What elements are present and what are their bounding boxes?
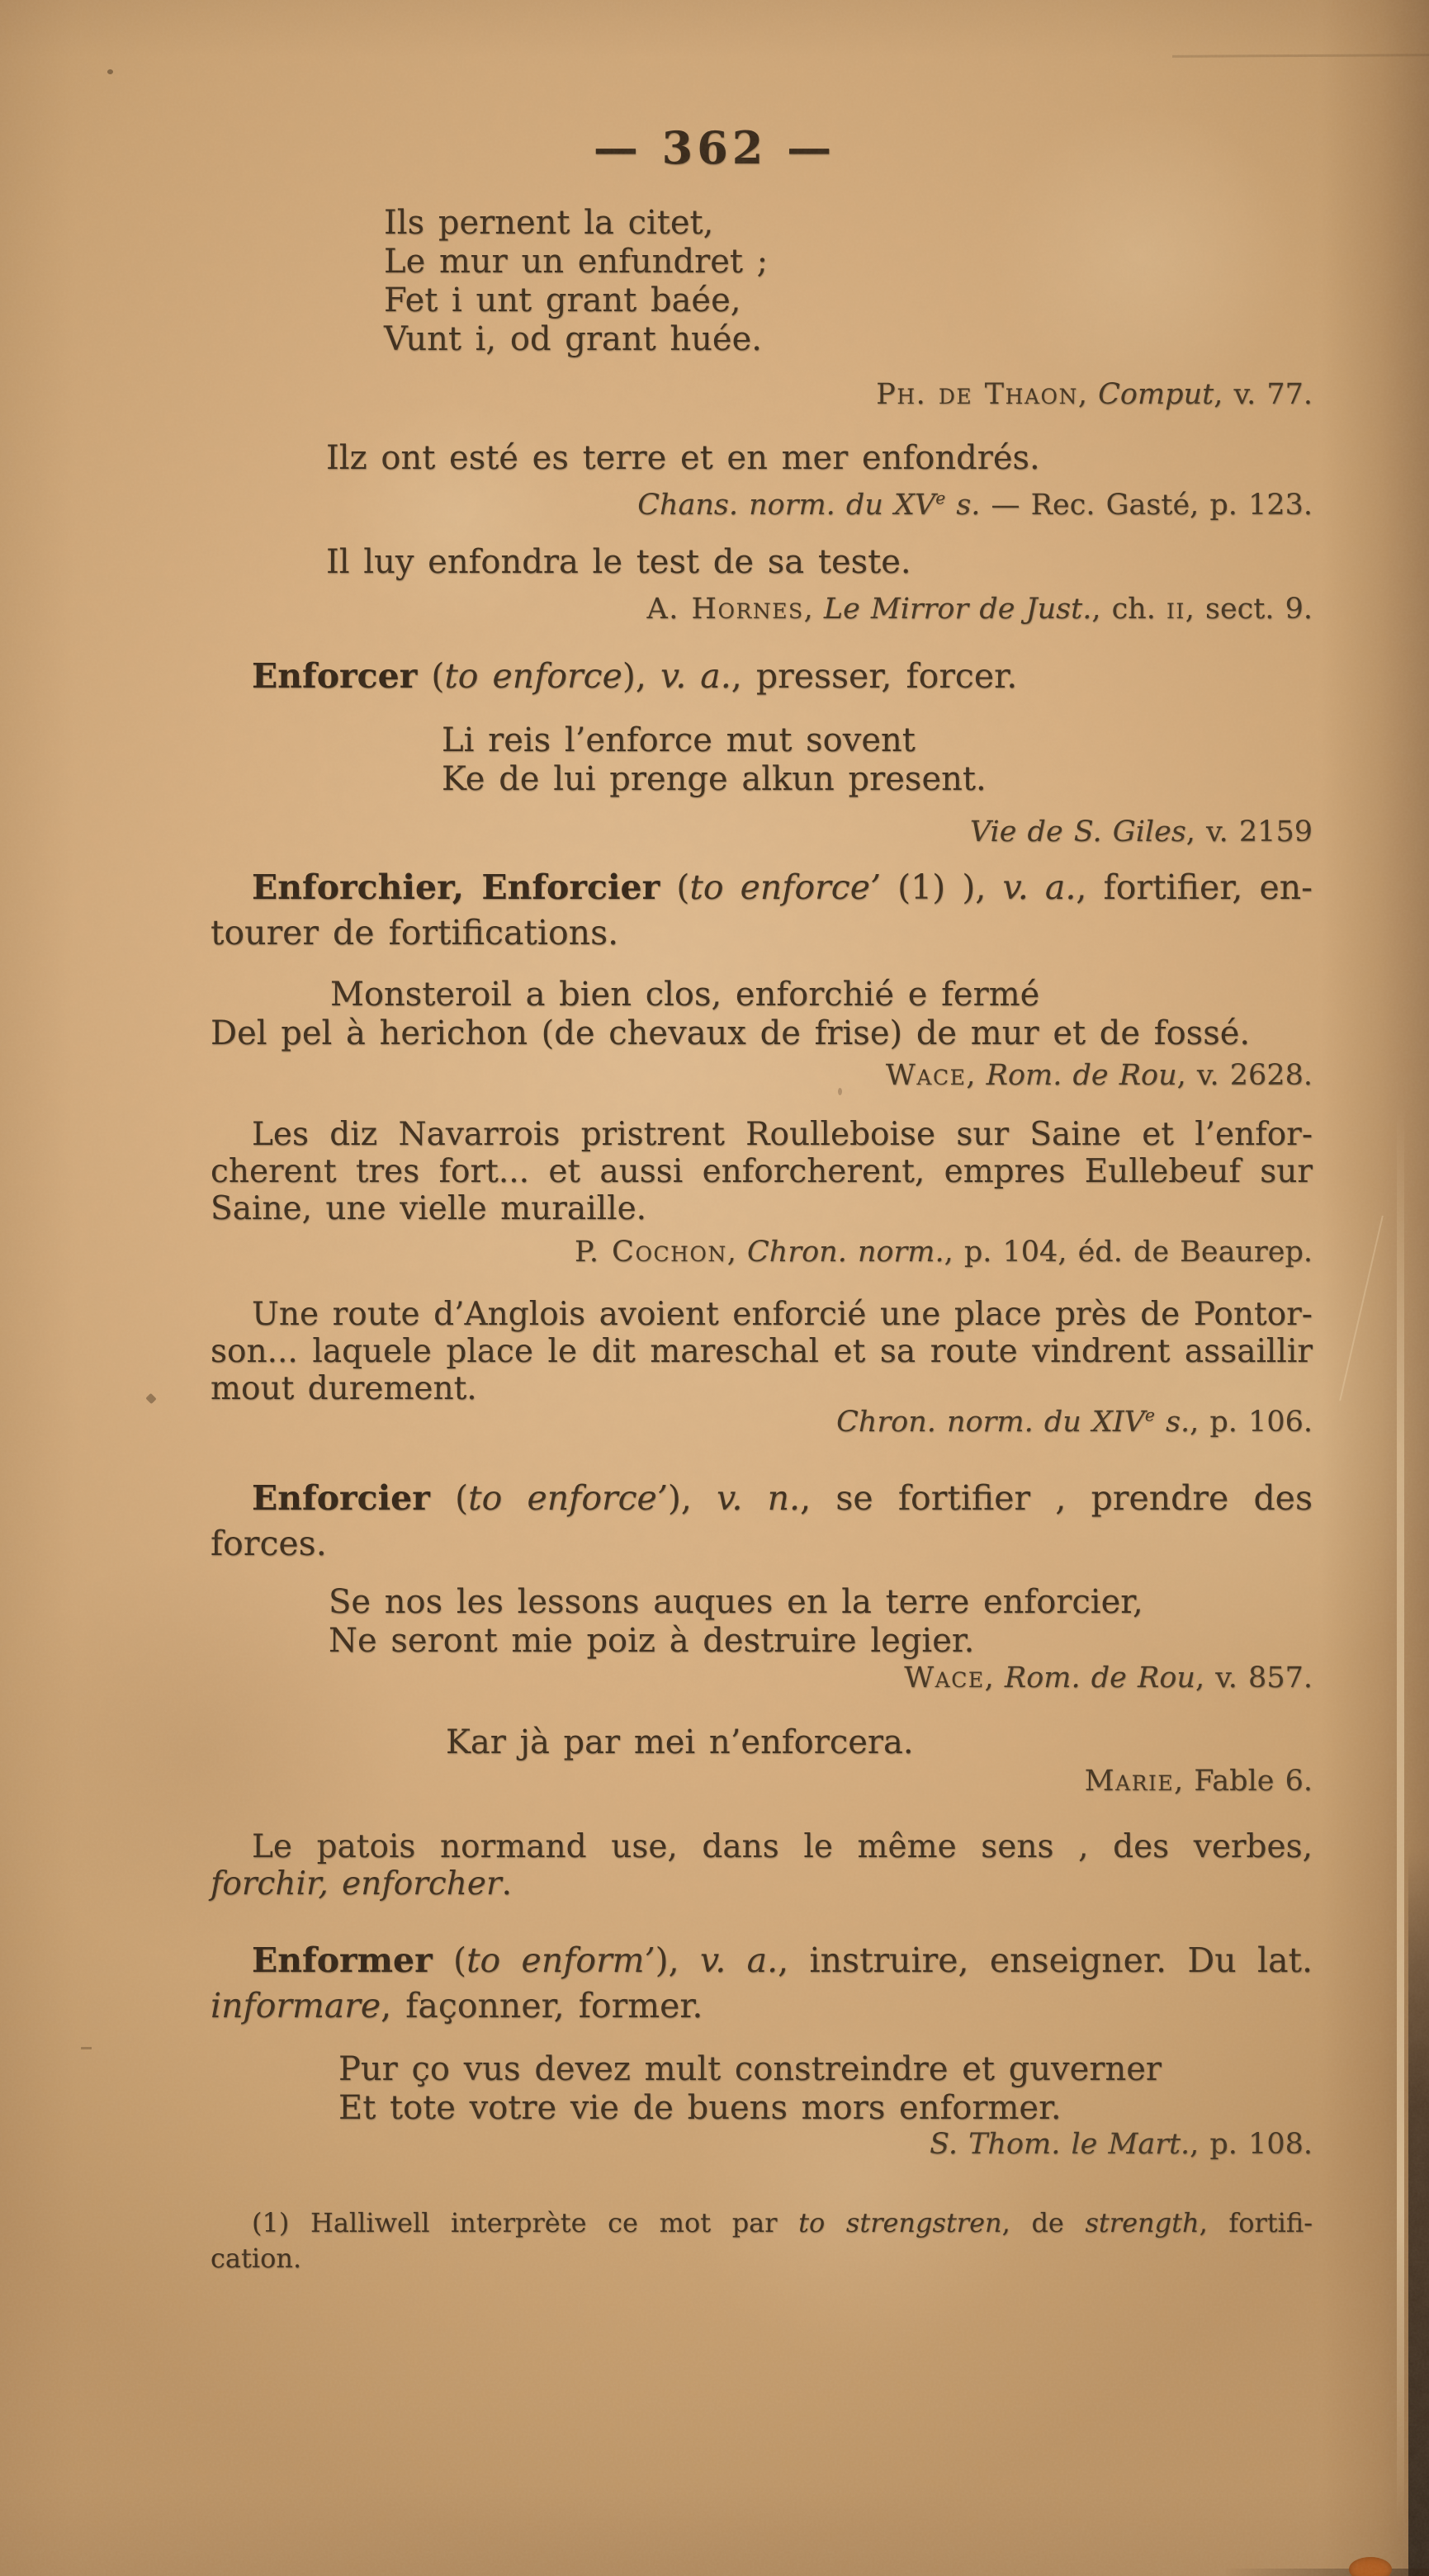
text-segment: Le mur un enfundret ;	[384, 243, 769, 281]
text-segment: Chron. norm.	[747, 1236, 944, 1269]
text-segment: Li reis l’enforce mut sovent	[442, 721, 916, 759]
text-segment: , fortifi-	[1199, 2207, 1313, 2238]
text-segment: — Rec. Gasté, p. 123.	[980, 489, 1313, 522]
text-segment: Vunt i, od grant huée.	[384, 320, 762, 358]
text-segment: , sect. 9.	[1185, 593, 1313, 626]
text-segment: Vie de S. Giles	[969, 815, 1186, 848]
citation-thaon	[211, 378, 1331, 411]
quote-anglois	[211, 1296, 1313, 1407]
text-segment: , v. 857.	[1195, 1661, 1313, 1694]
citation-wace-857	[211, 1661, 1327, 1694]
entry-enforcier	[211, 1476, 1313, 1567]
entry-enforcer	[211, 654, 1313, 699]
text-line	[211, 1521, 1313, 1567]
text-segment: cherent tres fort... et aussi enforcherent, empres Eullebeuf sur	[211, 1153, 1313, 1190]
verse-quote-rou-2628	[211, 976, 1313, 1053]
text-segment: Ne seront mie poiz à destruire legier.	[329, 1622, 975, 1660]
book-edge-dark-strip	[1408, 1849, 1429, 2576]
text-segment: Et tote votre vie de buens mors enformer.	[338, 2089, 1062, 2127]
text-segment: ,	[984, 1661, 1005, 1694]
citation-cochon	[211, 1236, 1334, 1269]
text-segment: (	[660, 867, 690, 907]
text-line	[211, 1190, 1313, 1227]
text-segment: to strengstren	[798, 2207, 1002, 2238]
text-segment: Chron. norm. du XIV	[836, 1406, 1145, 1439]
citation-hornes	[211, 593, 1347, 626]
text-segment: Le Mirror de Just.	[823, 593, 1092, 626]
scan-speck	[145, 1393, 156, 1404]
text-line	[252, 1296, 1313, 1333]
text-segment: (	[417, 656, 445, 696]
scan-speck	[81, 2047, 92, 2049]
text-line	[252, 1828, 1313, 1865]
entry-enformer	[211, 1938, 1313, 2029]
scan-scratch-diagonal	[1339, 1216, 1384, 1401]
text-segment: Ils pernent la citet,	[384, 204, 714, 242]
text-line	[211, 910, 1313, 956]
text-segment: (1) Halliwell interprète ce mot par	[252, 2207, 799, 2238]
text-segment: e	[1144, 1405, 1155, 1425]
text-segment: ,	[726, 1236, 748, 1269]
text-line	[211, 1153, 1313, 1190]
verse-quote-marie	[211, 1723, 1313, 1762]
text-line	[211, 1014, 1313, 1053]
text-line	[211, 1983, 1313, 2029]
text-segment: forchir, enforcher	[211, 1865, 502, 1902]
book-cover-stain	[1349, 2557, 1392, 2576]
verse-quote-giles	[211, 721, 1313, 799]
text-segment: to enforce	[444, 656, 622, 696]
text-line	[384, 320, 1313, 359]
text-line	[329, 1583, 1313, 1622]
text-segment: s.	[1154, 1406, 1190, 1439]
text-line	[211, 489, 1313, 522]
text-segment: , p. 108.	[1190, 2128, 1313, 2161]
citation-chron-xiv	[211, 1406, 1329, 1439]
text-segment: Il luy enfondra le test de sa teste.	[326, 543, 911, 581]
text-segment: Del pel à herichon (de chevaux de frise) de mur et de fossé.	[211, 1014, 1251, 1052]
text-segment: Le patois normand use, dans le même sens , des verbes,	[252, 1828, 1313, 1865]
text-line	[252, 1938, 1313, 1983]
text-segment: Les diz Navarrois pristrent Roulleboise sur Saine et l’enfor-	[252, 1116, 1313, 1153]
text-segment: , fortifier, en-	[1076, 867, 1313, 907]
text-line	[329, 1622, 1313, 1661]
text-segment: Enforchier, Enforcier	[252, 867, 660, 907]
citation-thom	[211, 2128, 1319, 2161]
quote-enfondra	[211, 543, 1313, 581]
text-segment: Enformer	[252, 1940, 433, 1980]
text-line	[338, 2089, 1313, 2128]
text-segment: informare	[211, 1986, 381, 2025]
text-line	[211, 1333, 1313, 1370]
text-segment: strength	[1085, 2207, 1200, 2238]
text-line	[384, 204, 1313, 243]
text-line	[252, 1116, 1313, 1153]
text-segment: .	[501, 1865, 512, 1902]
text-segment: , Fable 6.	[1174, 1765, 1313, 1798]
text-line	[252, 2205, 1313, 2241]
text-segment: — 362 —	[593, 121, 836, 174]
text-segment: , se fortifier , prendre des	[800, 1478, 1313, 1518]
text-line	[338, 2050, 1313, 2089]
page-edge-shadow-right	[1321, 0, 1429, 2576]
text-line	[211, 815, 1313, 848]
text-line	[384, 243, 1313, 281]
text-line	[446, 1723, 1313, 1762]
text-segment: cation.	[211, 2243, 302, 2274]
text-segment: Se nos les lessons auques en la terre enforcier,	[329, 1583, 1143, 1621]
text-line	[211, 2241, 1313, 2276]
text-segment: , presser, forcer.	[731, 656, 1018, 696]
text-segment: , de	[1001, 2207, 1086, 2238]
text-segment: Ilz ont esté es terre et en mer enfondrés.	[326, 439, 1040, 477]
text-segment: ,	[1077, 378, 1099, 411]
text-line	[326, 439, 1313, 477]
verse-quote-thaon	[211, 204, 1313, 359]
text-segment: Fet i unt grant baée,	[384, 281, 741, 319]
page-edge-highlight	[1397, 1106, 1404, 2526]
text-segment: , instruire, enseigner. Du lat.	[778, 1940, 1313, 1980]
text-line	[326, 543, 1313, 581]
citation-chans-norm	[211, 489, 1318, 522]
quote-navarrois	[211, 1116, 1313, 1227]
text-line	[384, 281, 1313, 320]
text-segment: to enforce’	[689, 867, 882, 907]
verse-quote-thom	[211, 2050, 1313, 2128]
text-segment: , ch.	[1091, 593, 1166, 626]
scan-speck	[107, 69, 113, 74]
text-line	[252, 654, 1313, 699]
text-segment: (	[429, 1478, 469, 1518]
text-segment: , v. 2628.	[1176, 1059, 1313, 1092]
text-segment: , p. 104, éd. de Beaurep.	[944, 1236, 1313, 1269]
text-segment: Rom. de Rou	[986, 1059, 1177, 1092]
text-line	[211, 1765, 1313, 1798]
text-line	[442, 760, 1313, 799]
citation-wace-2628	[211, 1059, 1334, 1092]
text-segment: son... laquele place le dit mareschal et sa route vindrent assaillir	[211, 1333, 1313, 1370]
text-segment: , façonner, former.	[381, 1986, 703, 2025]
text-segment: Ke de lui prenge alkun present.	[442, 760, 987, 798]
verse-quote-rou-857	[211, 1583, 1313, 1661]
text-segment: (	[432, 1940, 467, 1980]
text-segment: ,	[966, 1059, 987, 1092]
text-line	[211, 1661, 1313, 1694]
text-segment: Wace	[885, 1059, 967, 1092]
text-segment: , v. 77.	[1214, 378, 1313, 411]
text-segment: v. n.	[717, 1478, 801, 1518]
text-line	[330, 976, 1313, 1014]
text-segment: Kar jà par mei n’enforcera.	[446, 1723, 914, 1761]
text-segment: P. Cochon	[574, 1236, 727, 1269]
text-segment: (1) ),	[881, 867, 1003, 907]
text-line	[252, 865, 1313, 910]
text-segment: , v. 2159	[1185, 815, 1313, 848]
text-line	[0, 122, 1429, 173]
entry-enforchier	[211, 865, 1313, 956]
text-segment: s.	[945, 489, 981, 522]
text-segment: A. Hornes	[646, 593, 804, 626]
text-line	[211, 1865, 1313, 1902]
text-line	[211, 1370, 1313, 1407]
text-line	[211, 1406, 1313, 1439]
text-segment: ,	[803, 593, 824, 626]
text-segment: mout durement.	[211, 1370, 477, 1407]
text-segment: Comput	[1098, 378, 1214, 411]
text-segment: Saine, une vielle muraille.	[211, 1190, 647, 1227]
text-segment: Ph. de Thaon	[876, 378, 1078, 411]
scan-scratch-horizontal	[1172, 54, 1429, 58]
text-segment: to enform’	[466, 1940, 655, 1980]
text-segment: Monsteroil a bien clos, enforchié e fermé	[330, 976, 1040, 1014]
quote-enfondres	[211, 439, 1313, 477]
text-segment: ii	[1166, 593, 1185, 626]
text-line	[211, 1236, 1313, 1269]
text-segment: , p. 106.	[1190, 1406, 1313, 1439]
text-segment: to enforce’	[468, 1478, 668, 1518]
text-line	[211, 593, 1313, 626]
citation-giles	[211, 815, 1347, 848]
citation-marie	[211, 1765, 1339, 1798]
text-segment: ),	[667, 1478, 717, 1518]
text-line	[211, 378, 1313, 411]
text-line	[211, 2128, 1313, 2161]
text-segment: S. Thom. le Mart.	[930, 2128, 1190, 2161]
text-segment: Enforcier	[252, 1478, 430, 1518]
bottom-edge-shadow	[1222, 2569, 1429, 2576]
text-line	[252, 1476, 1313, 1521]
text-line	[211, 1059, 1313, 1092]
text-segment: v. a.	[1002, 867, 1076, 907]
text-segment: Pur ço vus devez mult constreindre et guverner	[338, 2050, 1162, 2088]
text-segment: Une route d’Anglois avoient enforcié une place près de Pontor-	[252, 1296, 1313, 1333]
page-number	[0, 122, 1429, 173]
text-segment: Marie	[1084, 1765, 1175, 1798]
para-patois	[211, 1828, 1313, 1902]
text-segment: tourer de fortifications.	[211, 913, 619, 952]
text-segment: forces.	[211, 1524, 327, 1563]
text-segment: ),	[622, 656, 660, 696]
footnote-halliwell	[211, 2205, 1313, 2276]
text-segment: Chans. norm. du XV	[637, 489, 936, 522]
text-segment: Rom. de Rou	[1004, 1661, 1195, 1694]
text-segment: v. a.	[699, 1940, 778, 1980]
text-segment: v. a.	[660, 656, 731, 696]
text-segment: ),	[655, 1940, 700, 1980]
text-line	[442, 721, 1313, 760]
text-segment: Wace	[904, 1661, 985, 1694]
text-segment: Enforcer	[252, 656, 418, 696]
text-segment: e	[935, 488, 946, 508]
